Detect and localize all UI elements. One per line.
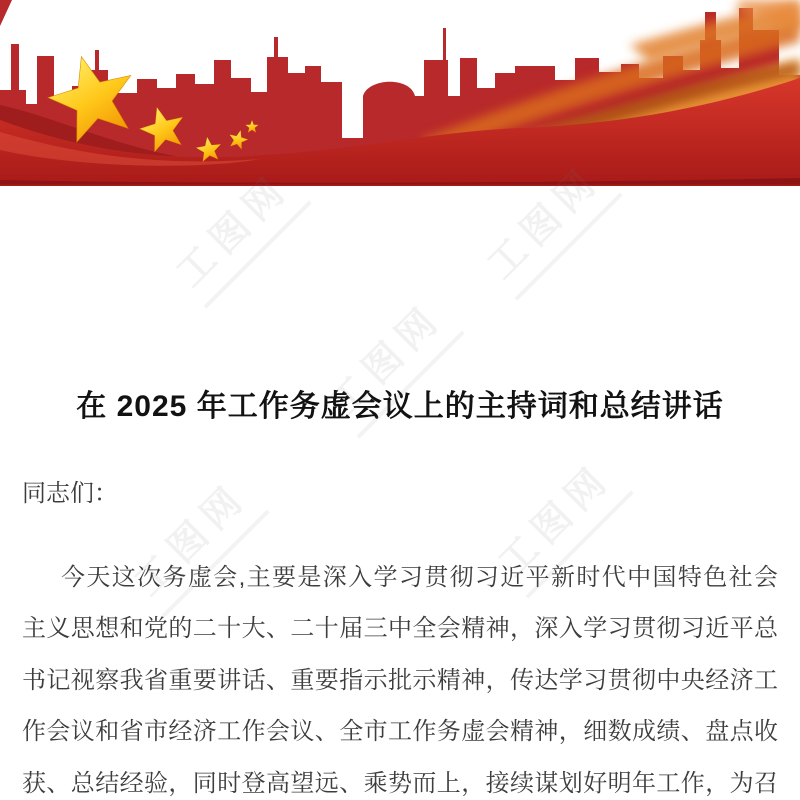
banner-graphic [0,0,800,186]
paragraph-line: 作会议和省市经济工作会议、全市工作务虚会精神，细数成绩、盘点收 [22,718,778,745]
paragraph-line: 主义思想和党的二十大、二十届三中全会精神，深入学习贯彻习近平总 [22,615,778,642]
site-watermark: 工图网 [116,464,269,617]
document-title: 在 2025 年工作务虚会议上的主持词和总结讲话 [76,390,724,423]
paragraph-line: 今天这次务虚会,主要是深入学习贯彻习近平新时代中国特色社会 [61,564,778,591]
paragraph-line: 获、总结经验，同时登高望远、乘势而上，接续谋划好明年工作，为召 [22,770,778,797]
site-watermark: 工图网 [469,147,622,300]
site-watermark: 工图网 [158,155,311,308]
salutation-text: 同志们： [22,480,118,507]
site-watermark: 工图网 [311,285,464,438]
site-watermark: 工图网 [480,445,633,598]
corner-ribbon-sliver [0,0,12,26]
paragraph-line: 书记视察我省重要讲话、重要指示批示精神，传达学习贯彻中央经济工 [22,667,778,694]
